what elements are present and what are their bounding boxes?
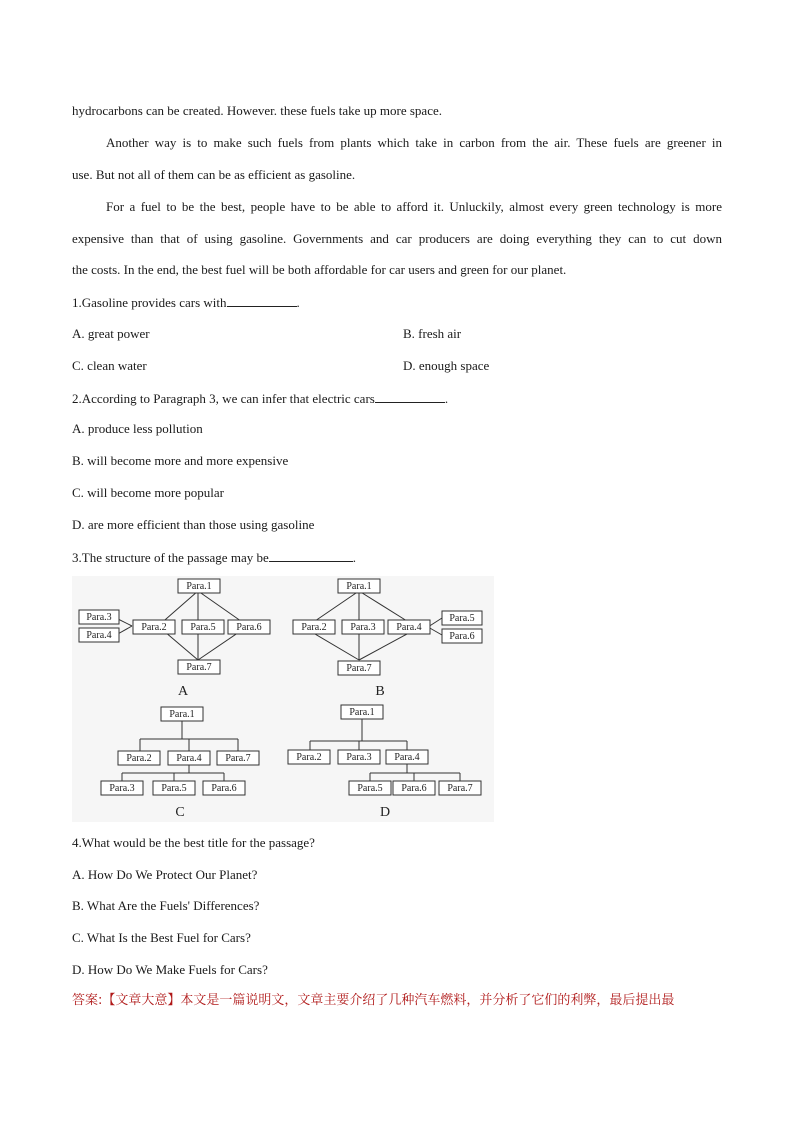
diagram-caption: C xyxy=(175,805,185,820)
box-label: Para.5 xyxy=(161,783,187,794)
diagram-caption: A xyxy=(177,684,189,699)
answer-blank xyxy=(269,549,353,562)
question-2-stem xyxy=(72,390,448,407)
box-label: Para.7 xyxy=(447,783,473,794)
question-end: . xyxy=(296,295,300,310)
option-a[interactable]: A. produce less pollution xyxy=(72,421,203,436)
question-text: 2.According to Paragraph 3, we can infer that electric cars xyxy=(72,391,375,406)
option-b[interactable]: B. fresh air xyxy=(403,326,462,341)
passage-line: hydrocarbons can be created. However. these fuels take up more space. xyxy=(72,103,442,118)
question-3-stem xyxy=(72,549,356,566)
box-label: Para.7 xyxy=(225,753,251,764)
question-text: 1.Gasoline provides cars with xyxy=(72,295,227,310)
question-text: 3.The structure of the passage may be xyxy=(72,550,269,565)
option-c[interactable]: C. will become more popular xyxy=(72,485,224,500)
box-label: Para.3 xyxy=(346,752,372,763)
box-label: Para.3 xyxy=(350,622,376,633)
box-label: Para.6 xyxy=(236,622,262,633)
question-end: . xyxy=(352,550,356,565)
box-label: Para.6 xyxy=(449,631,475,642)
option-b[interactable]: B. will become more and more expensive xyxy=(72,453,289,468)
box-label: Para.4 xyxy=(176,753,202,764)
box-label: Para.2 xyxy=(301,622,327,633)
question-1-options-row xyxy=(72,358,722,374)
question-end: . xyxy=(444,391,449,406)
option-d[interactable]: D. How Do We Make Fuels for Cars? xyxy=(72,962,268,977)
passage-line: the costs. In the end, the best fuel will be both affordable for car users and green for our planet. xyxy=(72,262,567,277)
box-label: Para.4 xyxy=(394,752,420,763)
structure-diagrams-figure xyxy=(72,576,494,822)
box-label: Para.5 xyxy=(190,622,216,633)
box-label: Para.1 xyxy=(346,581,372,592)
answer-blank xyxy=(227,294,297,307)
question-1-stem xyxy=(72,294,300,311)
question-1-options-row xyxy=(72,326,722,342)
question-4-stem: 4.What would be the best title for the passage? xyxy=(72,835,315,850)
box-label: Para.1 xyxy=(186,581,212,592)
answer-explanation: 答案:【文章大意】本文是一篇说明文，文章主要介绍了几种汽车燃料，并分析了它们的利弊，最后提出最 xyxy=(72,993,675,1008)
option-d[interactable]: D. are more efficient than those using gasoline xyxy=(72,517,315,532)
passage-line: For a fuel to be the best, people have to be able to afford it. Unluckily, almost every green technology is more xyxy=(106,199,722,214)
box-label: Para.2 xyxy=(296,752,322,763)
option-c[interactable]: C. What Is the Best Fuel for Cars? xyxy=(72,930,251,945)
box-label: Para.7 xyxy=(186,662,212,673)
box-label: Para.4 xyxy=(396,622,422,633)
passage-line: Another way is to make such fuels from plants which take in carbon from the air. These fuels are greener in xyxy=(106,135,722,150)
option-d[interactable]: D. enough space xyxy=(403,358,490,373)
diagram-caption: D xyxy=(379,805,391,820)
box-label: Para.2 xyxy=(141,622,167,633)
box-label: Para.7 xyxy=(346,663,372,674)
box-label: Para.3 xyxy=(109,783,135,794)
answer-blank xyxy=(375,390,445,403)
box-label: Para.1 xyxy=(169,709,195,720)
passage-line: expensive than that of using gasoline. Governments and car producers are doing everything they can to cut down xyxy=(72,231,722,246)
option-a[interactable]: A. How Do We Protect Our Planet? xyxy=(72,867,258,882)
passage-line: use. But not all of them can be as efficient as gasoline. xyxy=(72,167,356,182)
box-label: Para.5 xyxy=(449,613,475,624)
diagram-caption: B xyxy=(375,684,385,699)
box-label: Para.5 xyxy=(357,783,383,794)
box-label: Para.6 xyxy=(401,783,427,794)
option-a[interactable]: A. great power xyxy=(72,326,150,341)
option-b[interactable]: B. What Are the Fuels' Differences? xyxy=(72,898,260,913)
box-label: Para.1 xyxy=(349,707,375,718)
box-label: Para.3 xyxy=(86,612,112,623)
box-label: Para.4 xyxy=(86,630,112,641)
option-c[interactable]: C. clean water xyxy=(72,358,147,373)
box-label: Para.6 xyxy=(211,783,237,794)
box-label: Para.2 xyxy=(126,753,152,764)
